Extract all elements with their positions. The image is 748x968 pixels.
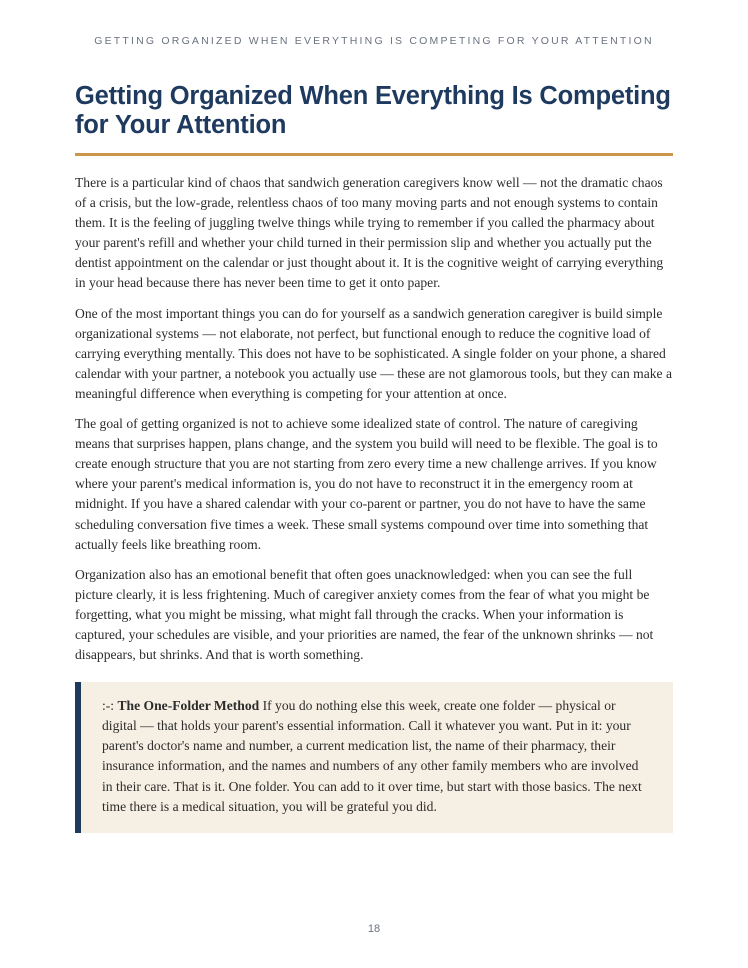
body-paragraph-4: Organization also has an emotional benefit that often goes unacknowledged: when you can see the full picture clearly, it is less frightening. Much of caregiver anxiety comes from the fear of what you might be forgetting, what you might be missing, what might fall through the cracks. When your information is captured, your schedules are visible, and your priorities are named, the fear of the unknown shrinks — not disappears, but shrinks. And that is worth something. [75,566,654,663]
body-paragraph-3: The goal of getting organized is not to achieve some idealized state of control. The nature of caregiving means that surprises happen, plans change, and the system you build will need to be flexible. The goal is to create enough structure that you are not starting from zero every time a new challenge arrives. If you know where your parent's medical information is, you do not have to reconstruct it in the emergency room at midnight. If you have a shared calendar with your co-parent or partner, you do not have to have the same scheduling conversation five times a week. These small systems compound over time into something that actually feels like breathing room. [75,416,658,552]
chapter-title: Getting Organized When Everything Is Competing for Your Attention [75,82,671,139]
body-paragraph-2: One of the most important things you can do for yourself as a sandwich generation caregiver is build simple organizational systems — not elaborate, not perfect, but functional enough to reduce the cognitive load of carrying everything mentally. This does not have to be sophisticated. A single folder on your phone, a shared calendar with your partner, a notebook you actually use — these are not glamorous tools, but they can make a meaningful difference when everything is competing for your attention at once. [75,305,673,401]
callout-text [102,696,649,817]
callout-body: If you do nothing else this week, create one folder — physical or digital — that holds your parent's essential information. Call it whatever you want. Put in it: your parent's doctor's name and number, a current medication list, the name of their pharmacy, their insurance information, and the names and numbers of any other family members who are involved in their care. That is it. One folder. You can add to it over time, but start with those basics. The next time there is a medical situation, you will be grateful you did. [102,698,642,814]
body-paragraph-1: There is a particular kind of chaos that sandwich generation caregivers know well — not the dramatic chaos of a crisis, but the low-grade, relentless chaos of too many moving parts and not enough systems to contain them. It is the feeling of juggling twelve things while trying to remember if you called the pharmacy about your parent's refill and whether your child turned in their permission slip and whether you actually put the dentist appointment on the calendar or just thought about it. It is the cognitive weight of carrying everything in your head because there has never been time to get it onto paper. [75,175,664,291]
running-header: GETTING ORGANIZED WHEN EVERYTHING IS COMPETING FOR YOUR ATTENTION [94,35,654,47]
page-number: 18 [367,923,381,935]
title-divider [75,153,673,156]
tip-callout [75,682,673,833]
callout-title: The One-Folder Method [117,698,260,714]
callout-prefix: :-: [102,698,118,714]
page-content [75,82,673,833]
